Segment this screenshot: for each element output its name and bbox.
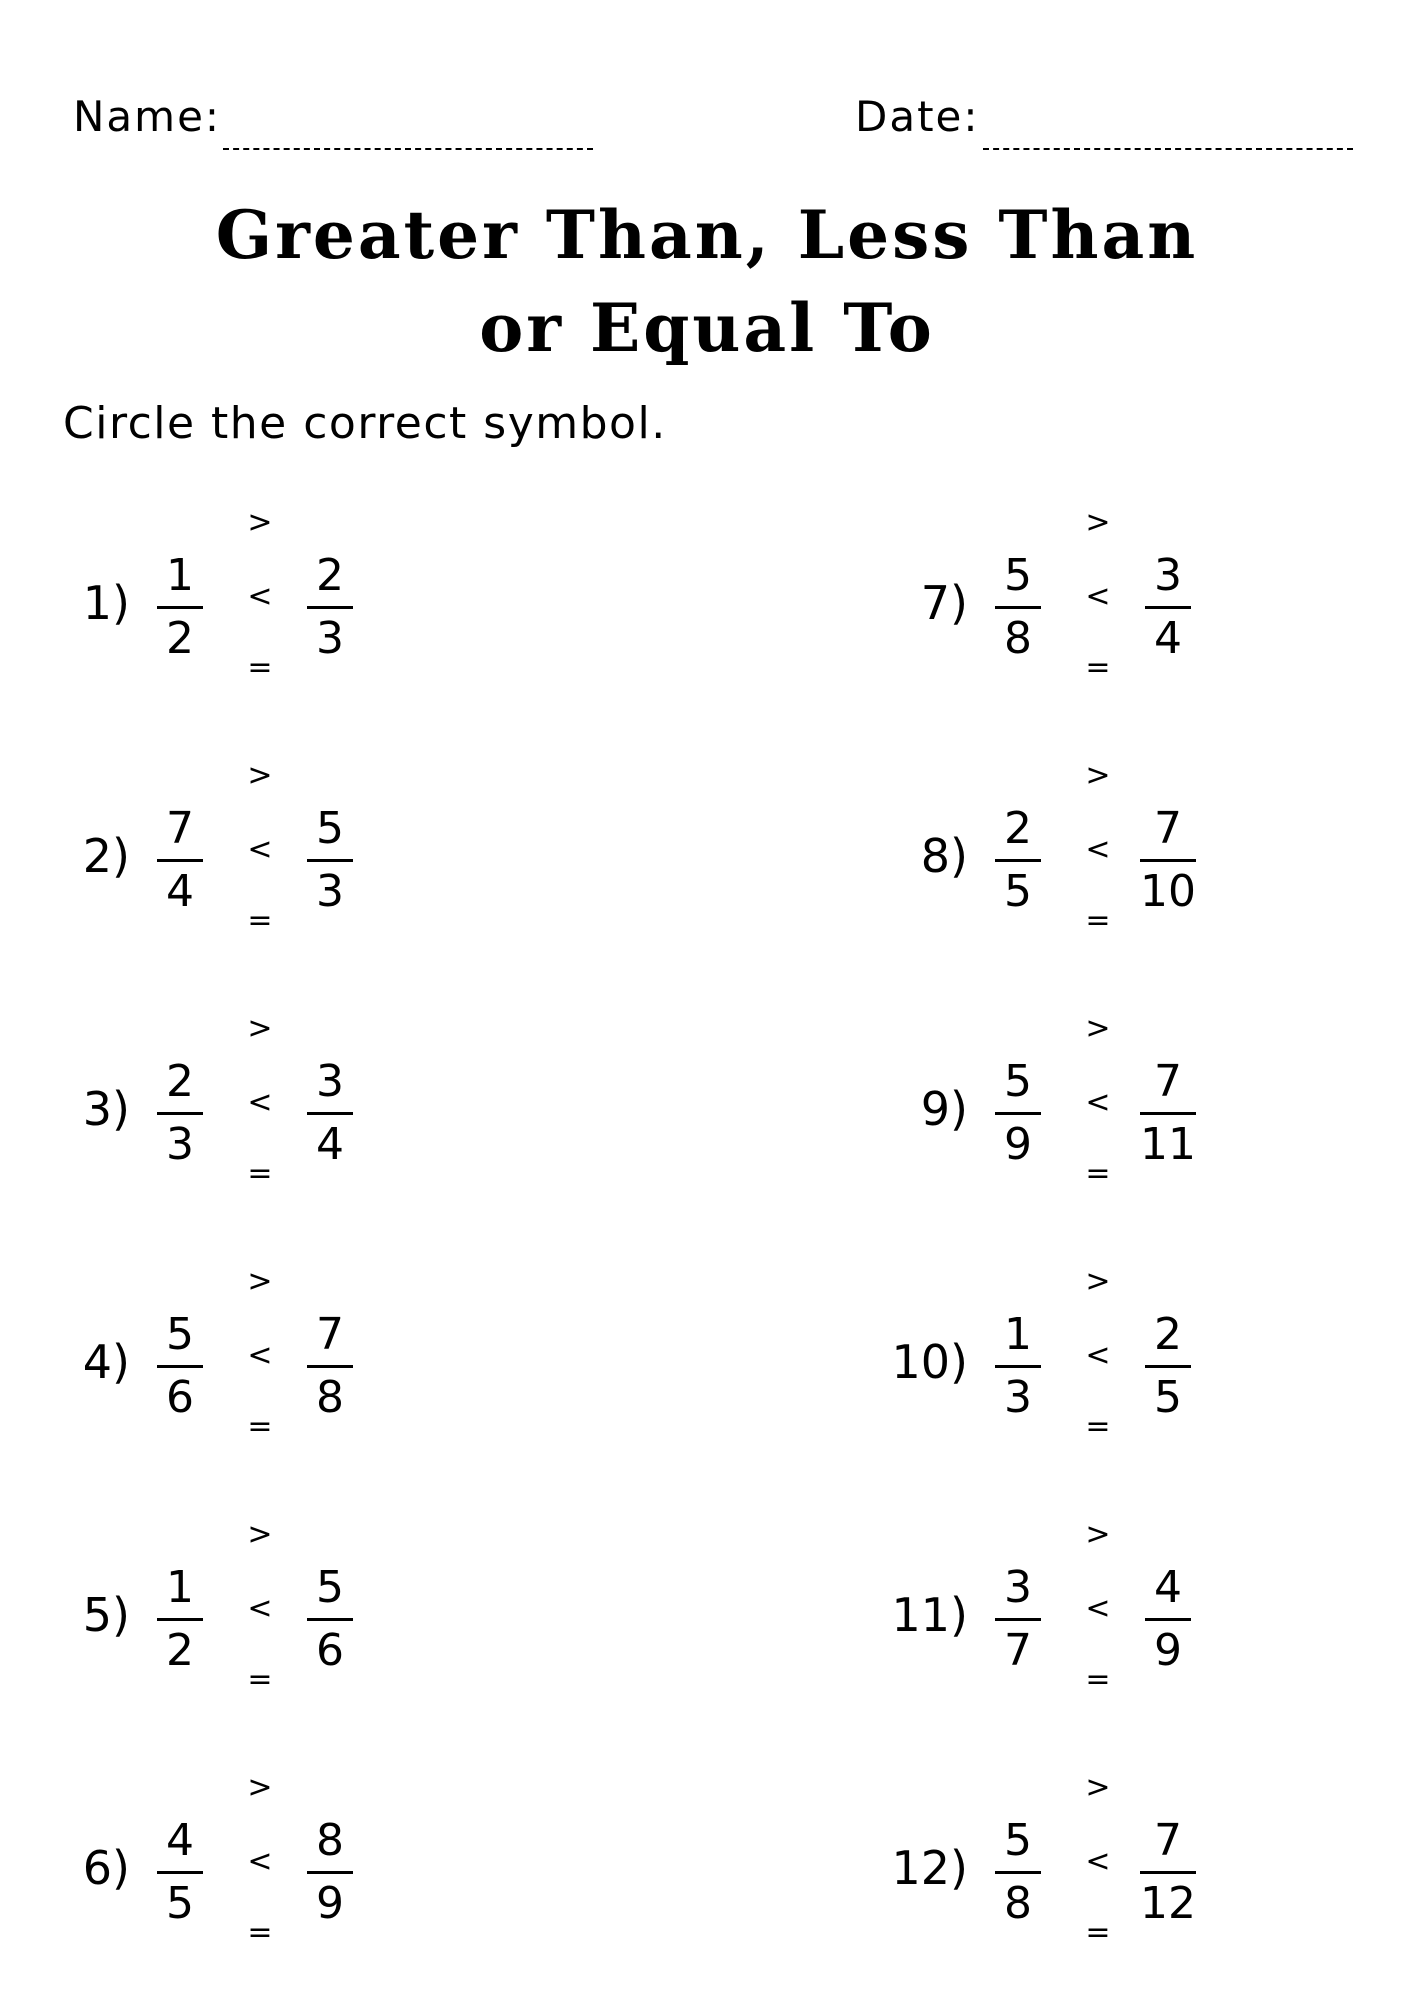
denominator: 8 [316, 1372, 344, 1423]
numerator: 3 [1004, 1562, 1032, 1613]
numerator: 5 [316, 1562, 344, 1613]
fraction-bar [307, 1365, 353, 1368]
left-fraction [983, 1815, 1053, 1929]
fraction-bar [307, 1871, 353, 1874]
fraction-bar [157, 606, 203, 609]
numerator: 4 [166, 1815, 194, 1866]
fraction-bar [995, 1112, 1041, 1115]
denominator: 6 [316, 1625, 344, 1676]
less-than-symbol[interactable]: < [247, 1844, 273, 1879]
equal-than-symbol[interactable]: = [1085, 903, 1111, 938]
fraction-bar [995, 606, 1041, 609]
fraction-bar [1145, 1365, 1191, 1368]
problem-10 [838, 1264, 1398, 1467]
equal-than-symbol[interactable]: = [1085, 1662, 1111, 1697]
denominator: 2 [166, 613, 194, 664]
right-fraction [295, 1056, 365, 1170]
fraction-bar [1145, 1618, 1191, 1621]
greater-than-symbol[interactable]: > [1085, 1264, 1111, 1299]
greater-than-symbol[interactable]: > [247, 758, 273, 793]
denominator: 5 [1154, 1372, 1182, 1423]
problem-number: 3) [82, 1082, 130, 1136]
left-fraction [145, 1056, 215, 1170]
fraction-bar [995, 1871, 1041, 1874]
right-fraction [295, 1309, 365, 1423]
greater-than-symbol[interactable]: > [247, 1264, 273, 1299]
right-fraction [1133, 803, 1203, 917]
fraction-bar [307, 1112, 353, 1115]
right-fraction [1133, 1309, 1203, 1423]
fraction-bar [995, 1618, 1041, 1621]
less-than-symbol[interactable]: < [247, 1085, 273, 1120]
numerator: 5 [1004, 1056, 1032, 1107]
greater-than-symbol[interactable]: > [247, 505, 273, 540]
less-than-symbol[interactable]: < [1085, 1844, 1111, 1879]
equal-than-symbol[interactable]: = [1085, 650, 1111, 685]
problem-11 [838, 1517, 1398, 1720]
right-fraction [295, 550, 365, 664]
left-fraction [983, 1562, 1053, 1676]
numerator: 4 [1154, 1562, 1182, 1613]
denominator: 5 [166, 1878, 194, 1929]
problem-number: 1) [82, 576, 130, 630]
name-blank[interactable] [223, 148, 593, 150]
problem-number: 5) [82, 1588, 130, 1642]
fraction-bar [157, 1618, 203, 1621]
fraction-bar [157, 1112, 203, 1115]
less-than-symbol[interactable]: < [247, 832, 273, 867]
equal-than-symbol[interactable]: = [247, 1662, 273, 1697]
numerator: 8 [316, 1815, 344, 1866]
greater-than-symbol[interactable]: > [1085, 505, 1111, 540]
numerator: 5 [166, 1309, 194, 1360]
problem-1 [0, 505, 560, 708]
less-than-symbol[interactable]: < [247, 1338, 273, 1373]
right-fraction [1133, 1056, 1203, 1170]
less-than-symbol[interactable]: < [1085, 832, 1111, 867]
left-fraction [145, 1815, 215, 1929]
numerator: 7 [1154, 1815, 1182, 1866]
fraction-bar [1140, 1871, 1196, 1874]
date-field [855, 92, 980, 141]
left-fraction [145, 803, 215, 917]
denominator: 11 [1140, 1119, 1196, 1170]
denominator: 3 [166, 1119, 194, 1170]
problem-number: 11) [891, 1588, 968, 1642]
problem-7 [838, 505, 1398, 708]
problem-number: 4) [82, 1335, 130, 1389]
equal-than-symbol[interactable]: = [247, 903, 273, 938]
greater-than-symbol[interactable]: > [1085, 1517, 1111, 1552]
greater-than-symbol[interactable]: > [1085, 758, 1111, 793]
numerator: 7 [166, 803, 194, 854]
fraction-bar [307, 606, 353, 609]
right-fraction [1133, 1815, 1203, 1929]
instructions: Circle the correct symbol. [63, 398, 667, 449]
left-fraction [983, 1309, 1053, 1423]
numerator: 1 [166, 1562, 194, 1613]
equal-than-symbol[interactable]: = [1085, 1915, 1111, 1950]
denominator: 10 [1140, 866, 1196, 917]
numerator: 2 [316, 550, 344, 601]
denominator: 7 [1004, 1625, 1032, 1676]
right-fraction [1133, 1562, 1203, 1676]
numerator: 2 [166, 1056, 194, 1107]
fraction-bar [157, 1871, 203, 1874]
denominator: 9 [1154, 1625, 1182, 1676]
name-label: Name: [73, 92, 222, 141]
numerator: 5 [1004, 1815, 1032, 1866]
problem-3 [0, 1011, 560, 1214]
left-fraction [983, 1056, 1053, 1170]
right-fraction [1133, 550, 1203, 664]
denominator: 2 [166, 1625, 194, 1676]
left-fraction [983, 803, 1053, 917]
name-field [73, 92, 222, 141]
denominator: 12 [1140, 1878, 1196, 1929]
fraction-bar [1140, 1112, 1196, 1115]
numerator: 7 [1154, 803, 1182, 854]
equal-than-symbol[interactable]: = [1085, 1409, 1111, 1444]
fraction-bar [307, 859, 353, 862]
equal-than-symbol[interactable]: = [247, 1156, 273, 1191]
greater-than-symbol[interactable]: > [247, 1517, 273, 1552]
less-than-symbol[interactable]: < [1085, 1085, 1111, 1120]
date-label: Date: [855, 92, 980, 141]
less-than-symbol[interactable]: < [1085, 579, 1111, 614]
numerator: 3 [1154, 550, 1182, 601]
fraction-bar [995, 859, 1041, 862]
problem-4 [0, 1264, 560, 1467]
problem-number: 6) [82, 1841, 130, 1895]
problem-number: 8) [920, 829, 968, 883]
fraction-bar [1145, 606, 1191, 609]
equal-than-symbol[interactable]: = [247, 650, 273, 685]
worksheet-title-line-1: Greater Than, Less Than [215, 196, 1199, 274]
problem-6 [0, 1770, 560, 1973]
denominator: 3 [1004, 1372, 1032, 1423]
numerator: 5 [316, 803, 344, 854]
date-blank[interactable] [983, 148, 1353, 150]
less-than-symbol[interactable]: < [247, 579, 273, 614]
numerator: 5 [1004, 550, 1032, 601]
greater-than-symbol[interactable]: > [1085, 1011, 1111, 1046]
numerator: 3 [316, 1056, 344, 1107]
denominator: 5 [1004, 866, 1032, 917]
left-fraction [145, 1562, 215, 1676]
less-than-symbol[interactable]: < [1085, 1338, 1111, 1373]
problem-number: 7) [920, 576, 968, 630]
left-fraction [983, 550, 1053, 664]
denominator: 6 [166, 1372, 194, 1423]
equal-than-symbol[interactable]: = [247, 1915, 273, 1950]
left-fraction [145, 550, 215, 664]
denominator: 3 [316, 866, 344, 917]
fraction-bar [307, 1618, 353, 1621]
less-than-symbol[interactable]: < [247, 1591, 273, 1626]
numerator: 1 [1004, 1309, 1032, 1360]
denominator: 8 [1004, 613, 1032, 664]
greater-than-symbol[interactable]: > [1085, 1770, 1111, 1805]
equal-than-symbol[interactable]: = [1085, 1156, 1111, 1191]
numerator: 7 [316, 1309, 344, 1360]
problem-number: 10) [891, 1335, 968, 1389]
fraction-bar [157, 859, 203, 862]
greater-than-symbol[interactable]: > [247, 1011, 273, 1046]
left-fraction [145, 1309, 215, 1423]
equal-than-symbol[interactable]: = [247, 1409, 273, 1444]
fraction-bar [1140, 859, 1196, 862]
denominator: 3 [316, 613, 344, 664]
fraction-bar [995, 1365, 1041, 1368]
right-fraction [295, 803, 365, 917]
problem-9 [838, 1011, 1398, 1214]
numerator: 7 [1154, 1056, 1182, 1107]
problem-2 [0, 758, 560, 961]
less-than-symbol[interactable]: < [1085, 1591, 1111, 1626]
denominator: 4 [166, 866, 194, 917]
fraction-bar [157, 1365, 203, 1368]
denominator: 4 [316, 1119, 344, 1170]
denominator: 8 [1004, 1878, 1032, 1929]
problem-5 [0, 1517, 560, 1720]
problem-12 [838, 1770, 1398, 1973]
right-fraction [295, 1815, 365, 1929]
right-fraction [295, 1562, 365, 1676]
worksheet-title-line-2: or Equal To [479, 289, 935, 367]
greater-than-symbol[interactable]: > [247, 1770, 273, 1805]
numerator: 1 [166, 550, 194, 601]
problem-8 [838, 758, 1398, 961]
numerator: 2 [1004, 803, 1032, 854]
numerator: 2 [1154, 1309, 1182, 1360]
denominator: 9 [316, 1878, 344, 1929]
problem-number: 12) [891, 1841, 968, 1895]
problem-number: 2) [82, 829, 130, 883]
denominator: 4 [1154, 613, 1182, 664]
denominator: 9 [1004, 1119, 1032, 1170]
problem-number: 9) [920, 1082, 968, 1136]
